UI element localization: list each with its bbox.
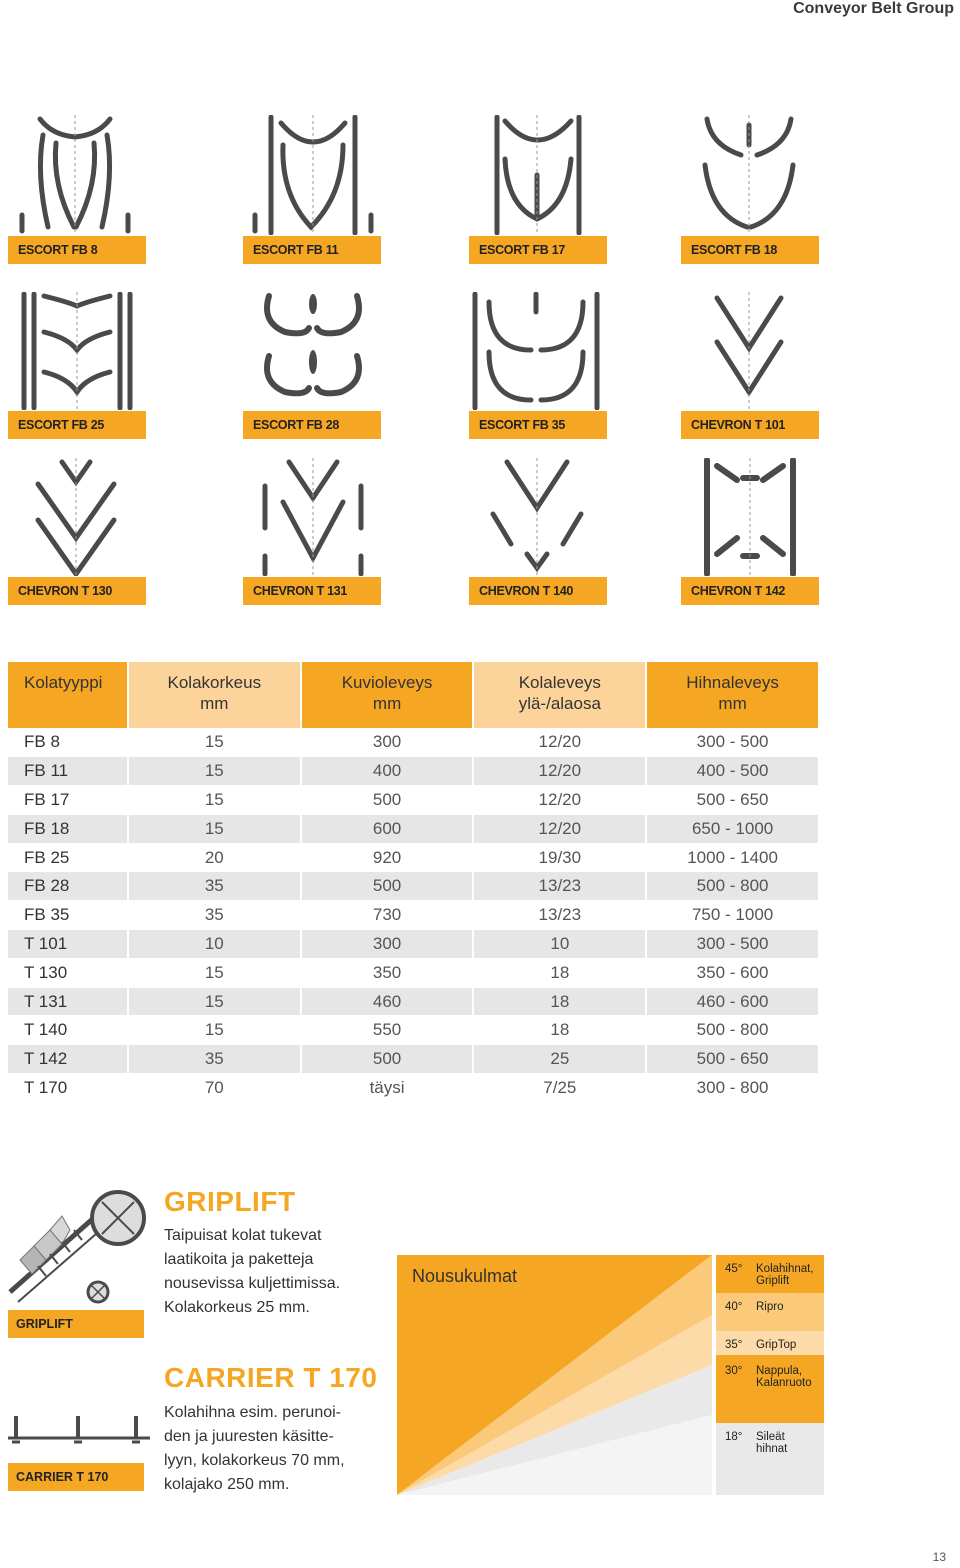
table-row bbox=[8, 872, 819, 901]
griplift-side-label: GRIPLIFT bbox=[8, 1310, 144, 1338]
pattern-label-escort-fb-8: ESCORT FB 8 bbox=[8, 236, 146, 264]
pattern-label-escort-fb-25: ESCORT FB 25 bbox=[8, 411, 146, 439]
angle-label: Ripro bbox=[756, 1301, 784, 1313]
table-cell: 13/23 bbox=[473, 872, 646, 901]
pattern-label-escort-fb-11: ESCORT FB 11 bbox=[243, 236, 381, 264]
table-cell: 600 bbox=[301, 814, 474, 843]
table-cell: 7/25 bbox=[473, 1074, 646, 1103]
table-cell: 500 - 650 bbox=[646, 786, 819, 815]
table-row bbox=[8, 843, 819, 872]
table-cell: 350 - 600 bbox=[646, 958, 819, 987]
angle-label: GripTop bbox=[756, 1339, 797, 1351]
table-cell: FB 11 bbox=[8, 757, 128, 786]
table-cell: T 140 bbox=[8, 1016, 128, 1045]
table-cell: 460 - 600 bbox=[646, 987, 819, 1016]
pattern-label-chevron-t-130: CHEVRON T 130 bbox=[8, 577, 146, 605]
table-cell: FB 17 bbox=[8, 786, 128, 815]
pattern-label-chevron-t-142: CHEVRON T 142 bbox=[681, 577, 819, 605]
chevron-t-131-pattern-icon bbox=[243, 458, 381, 576]
table-cell: 500 - 800 bbox=[646, 1016, 819, 1045]
table-cell: 400 - 500 bbox=[646, 757, 819, 786]
pattern-label-escort-fb-28: ESCORT FB 28 bbox=[243, 411, 381, 439]
carrier-illustration-icon bbox=[4, 1408, 154, 1448]
table-cell: 15 bbox=[128, 757, 301, 786]
table-row bbox=[8, 757, 819, 786]
angle-degree: 45° bbox=[725, 1263, 743, 1275]
table-row bbox=[8, 1045, 819, 1074]
brand-title: Conveyor Belt Group bbox=[793, 0, 954, 17]
angle-degree: 40° bbox=[725, 1301, 743, 1313]
escort-fb-28-pattern bbox=[243, 292, 381, 410]
table-cell: 18 bbox=[473, 987, 646, 1016]
spec-table bbox=[8, 662, 820, 1103]
carrier-side-label: CARRIER T 170 bbox=[8, 1463, 144, 1491]
table-cell: 12/20 bbox=[473, 814, 646, 843]
carrier-title: CARRIER T 170 bbox=[164, 1362, 378, 1393]
table-cell: 13/23 bbox=[473, 901, 646, 930]
angle-label: Sileät hihnat bbox=[756, 1431, 788, 1455]
pattern-label-escort-fb-35: ESCORT FB 35 bbox=[469, 411, 607, 439]
table-cell: 500 bbox=[301, 1045, 474, 1074]
table-cell: T 101 bbox=[8, 930, 128, 959]
escort-fb-8-pattern bbox=[8, 115, 146, 235]
escort-fb-18-pattern bbox=[681, 115, 819, 235]
table-cell: 300 bbox=[301, 728, 474, 757]
table-cell: 460 bbox=[301, 987, 474, 1016]
escort-fb-35-pattern bbox=[467, 292, 605, 410]
table-cell: 70 bbox=[128, 1074, 301, 1103]
table-cell: 400 bbox=[301, 757, 474, 786]
table-cell: 500 bbox=[301, 872, 474, 901]
header-hihnaleveys: Hihnaleveys mm bbox=[646, 662, 819, 728]
table-cell: 10 bbox=[128, 930, 301, 959]
table-cell: 300 - 500 bbox=[646, 728, 819, 757]
table-cell: FB 8 bbox=[8, 728, 128, 757]
nousukulmat-angle-graphic bbox=[397, 1255, 712, 1495]
table-cell: 12/20 bbox=[473, 728, 646, 757]
table-cell: 15 bbox=[128, 786, 301, 815]
table-row bbox=[8, 901, 819, 930]
escort-fb-8-pattern-icon bbox=[8, 115, 146, 235]
angle-degree: 35° bbox=[725, 1339, 743, 1351]
header-kolatyyppi: Kolatyyppi bbox=[8, 662, 128, 728]
table-cell: 15 bbox=[128, 987, 301, 1016]
table-row bbox=[8, 1016, 819, 1045]
table-cell: 15 bbox=[128, 958, 301, 987]
griplift-title: GRIPLIFT bbox=[164, 1186, 296, 1217]
table-cell: 500 - 800 bbox=[646, 872, 819, 901]
chevron-t-142-pattern bbox=[681, 458, 819, 576]
header-kuvioleveys: Kuvioleveys mm bbox=[301, 662, 474, 728]
table-cell: 300 - 500 bbox=[646, 930, 819, 959]
chevron-t-130-pattern-icon bbox=[8, 458, 146, 576]
escort-fb-17-pattern bbox=[467, 115, 605, 235]
table-cell: 550 bbox=[301, 1016, 474, 1045]
table-cell: 650 - 1000 bbox=[646, 814, 819, 843]
griplift-description: Taipuisat kolat tukevat laatikoita ja paketteja nousevissa kuljettimissa. Kolakorkeus 25 mm. bbox=[164, 1227, 341, 1316]
chevron-t-101-pattern-icon bbox=[681, 292, 819, 410]
table-cell: T 130 bbox=[8, 958, 128, 987]
table-row bbox=[8, 786, 819, 815]
angle-label: Kolahihnat, Griplift bbox=[756, 1263, 814, 1287]
table-cell: 15 bbox=[128, 1016, 301, 1045]
chevron-t-131-pattern bbox=[243, 458, 381, 576]
table-cell: 730 bbox=[301, 901, 474, 930]
table-row bbox=[8, 814, 819, 843]
table-cell: T 170 bbox=[8, 1074, 128, 1103]
table-cell: 500 - 650 bbox=[646, 1045, 819, 1074]
escort-fb-25-pattern-icon bbox=[8, 292, 146, 410]
table-cell: FB 35 bbox=[8, 901, 128, 930]
chevron-t-130-pattern bbox=[8, 458, 146, 576]
chevron-t-140-pattern bbox=[467, 458, 605, 576]
nousukulmat-title: Nousukulmat bbox=[412, 1266, 518, 1286]
carrier-description: Kolahihna esim. perunoi- den ja juuresten käsitte- lyyn, kolakorkeus 70 mm, kolajako 250 mm. bbox=[164, 1404, 345, 1493]
table-row bbox=[8, 1074, 819, 1103]
table-header-row bbox=[8, 662, 819, 728]
pattern-label-escort-fb-18: ESCORT FB 18 bbox=[681, 236, 819, 264]
header-kolakorkeus: Kolakorkeus mm bbox=[128, 662, 301, 728]
table-cell: FB 28 bbox=[8, 872, 128, 901]
table-cell: FB 25 bbox=[8, 843, 128, 872]
table-cell: 300 - 800 bbox=[646, 1074, 819, 1103]
chevron-t-101-pattern bbox=[681, 292, 819, 410]
table-cell: 750 - 1000 bbox=[646, 901, 819, 930]
angle-label: Nappula, Kalanruoto bbox=[756, 1365, 812, 1389]
pattern-label-chevron-t-140: CHEVRON T 140 bbox=[469, 577, 607, 605]
table-cell: 20 bbox=[128, 843, 301, 872]
escort-fb-25-pattern bbox=[8, 292, 146, 410]
escort-fb-28-pattern-icon bbox=[243, 292, 381, 410]
table-cell: 18 bbox=[473, 1016, 646, 1045]
chevron-t-142-pattern-icon bbox=[681, 458, 819, 576]
header-kolaleveys: Kolaleveys ylä-/alaosa bbox=[473, 662, 646, 728]
griplift-illustration-icon bbox=[4, 1186, 154, 1312]
table-cell: 35 bbox=[128, 872, 301, 901]
table-cell: 15 bbox=[128, 728, 301, 757]
table-cell: 350 bbox=[301, 958, 474, 987]
table-row bbox=[8, 958, 819, 987]
escort-fb-17-pattern-icon bbox=[467, 115, 605, 235]
table-cell: 18 bbox=[473, 958, 646, 987]
escort-fb-18-pattern-icon bbox=[681, 115, 819, 235]
escort-fb-11-pattern bbox=[243, 115, 381, 235]
table-cell: 19/30 bbox=[473, 843, 646, 872]
escort-fb-35-pattern-icon bbox=[467, 292, 605, 410]
table-cell: täysi bbox=[301, 1074, 474, 1103]
page-number: 13 bbox=[932, 1550, 946, 1564]
chevron-t-140-pattern-icon bbox=[467, 458, 605, 576]
pattern-label-chevron-t-131: CHEVRON T 131 bbox=[243, 577, 381, 605]
table-cell: FB 18 bbox=[8, 814, 128, 843]
table-cell: 12/20 bbox=[473, 786, 646, 815]
table-cell: 10 bbox=[473, 930, 646, 959]
angle-degree: 18° bbox=[725, 1431, 743, 1443]
table-cell: 35 bbox=[128, 901, 301, 930]
table-cell: 300 bbox=[301, 930, 474, 959]
table-cell: 15 bbox=[128, 814, 301, 843]
table-row bbox=[8, 728, 819, 757]
pattern-label-escort-fb-17: ESCORT FB 17 bbox=[469, 236, 607, 264]
pattern-label-chevron-t-101: CHEVRON T 101 bbox=[681, 411, 819, 439]
table-cell: 35 bbox=[128, 1045, 301, 1074]
table-cell: 1000 - 1400 bbox=[646, 843, 819, 872]
table-row bbox=[8, 930, 819, 959]
table-cell: T 142 bbox=[8, 1045, 128, 1074]
table-cell: T 131 bbox=[8, 987, 128, 1016]
table-cell: 920 bbox=[301, 843, 474, 872]
escort-fb-11-pattern-icon bbox=[243, 115, 381, 235]
table-cell: 25 bbox=[473, 1045, 646, 1074]
angle-degree: 30° bbox=[725, 1365, 743, 1377]
table-row bbox=[8, 987, 819, 1016]
table-cell: 12/20 bbox=[473, 757, 646, 786]
table-cell: 500 bbox=[301, 786, 474, 815]
